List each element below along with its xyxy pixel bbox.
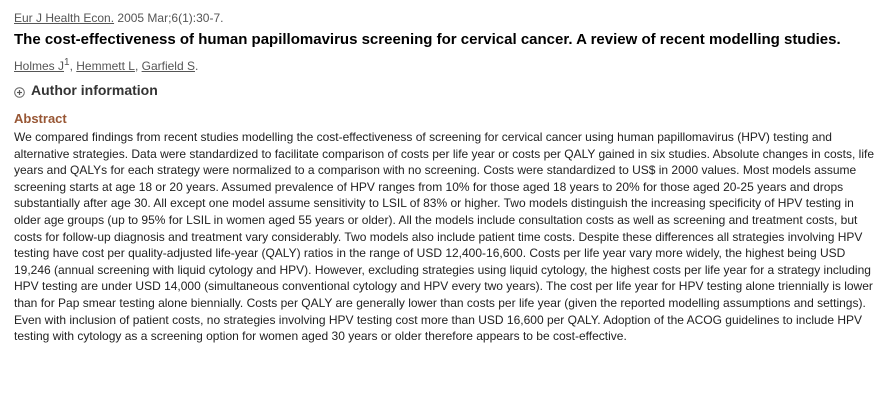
abstract-section xyxy=(14,111,874,345)
journal-link[interactable]: Eur J Health Econ. xyxy=(14,11,115,25)
author-separator: , xyxy=(134,59,142,73)
author-separator: , xyxy=(69,59,77,73)
abstract-heading: Abstract xyxy=(14,111,67,126)
author-list xyxy=(14,55,869,74)
author-information-label[interactable]: Author information xyxy=(31,82,158,98)
citation xyxy=(14,10,869,26)
abstract-text: We compared findings from recent studies modelling the cost-effectiveness of screening for cervical cancer using human papillomavirus (HPV) testing and alternative strategies. Data were standardized to facilitate comparison of costs per life year or costs per QALY gained in six studies. Absolute changes in costs, life years and QALYs for each strategy were normalized to a comparison with no screening. Costs were standardized to US$ in 2000 values. Most models assume screening starts at age 18 or 20 years. Assumed prevalence of HPV ranges from 10% for those aged 18 years to 20% for those aged 20-25 years and drops substantially after age 30. All except one model assume sensitivity to LSIL of 83% or higher. Two models distinguish the increasing specificity of HPV testing in older age groups (up to 95% for LSIL in women aged 55 years or older). All the models include consultation costs as well as screening and treatment costs, but costs for follow-up diagnosis and treatment vary considerably. Two models also include patient time costs. Despite these differences all strategies involving HPV testing have cost per quality-adjusted life-year (QALY) ratios in the range of USD 12,400-16,600. Costs per life year vary more widely, the highest being USD 19,246 (annual screening with liquid cytology and HPV). However, excluding strategies using liquid cytology, the highest costs per life year for a strategy including HPV testing are under USD 14,000 (simultaneous conventional cytology and HPV every two years). The cost per life year for HPV testing alone triennially is lower than for Pap smear testing alone biennially. Costs per QALY are generally lower than costs per life year (given the reported modelling assumptions and settings). Even with inclusion of patient costs, no strategies involving HPV testing cost more than USD 16,600 per QALY. Adoption of the ACOG guidelines to include HPV testing with cytology as a screening option for women aged 30 years or older therefore appears to be cost-effective. xyxy=(14,130,874,344)
citation-details: 2005 Mar;6(1):30-7. xyxy=(114,11,224,25)
author-information-toggle[interactable] xyxy=(14,82,158,98)
author-affiliation-sup[interactable]: 1 xyxy=(64,57,70,68)
author-link-1[interactable]: Hemmett L xyxy=(76,59,135,73)
author-link-2[interactable]: Garfield S xyxy=(141,59,195,73)
author-list-end: . xyxy=(194,59,199,73)
author-link-0[interactable]: Holmes J xyxy=(14,59,65,73)
article-title: The cost-effectiveness of human papillomavirus screening for cervical cancer. A review of recent modelling studies. xyxy=(14,31,841,48)
plus-circle-icon[interactable] xyxy=(14,85,25,96)
